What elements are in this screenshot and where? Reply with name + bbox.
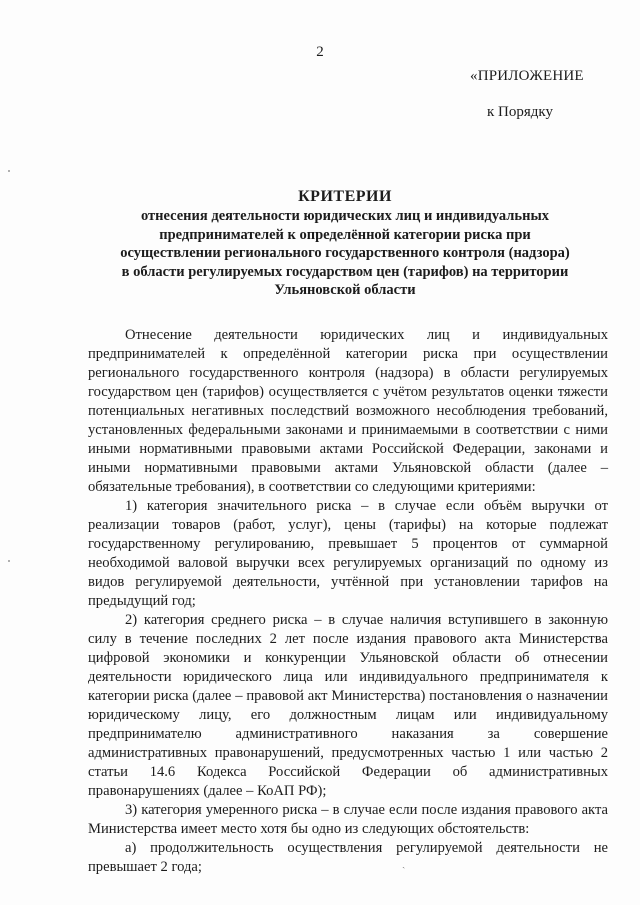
scan-artifact-mark: [8, 170, 10, 172]
body-paragraph-intro: Отнесение деятельности юридических лиц и индивидуальных предпринимателей к определённой категории риска при осуществлении регионального государственного контроля (надзора) в области регулируемых государством цен (тарифов) осуществляется с учётом результатов оценки тяжести потенциальных негативных последствий возможного несоблюдения требований, установленных федеральными законами и принимаемыми в соответствии с ними иными нормативными правовыми актами Российской Федерации, законами и иными нормативными правовыми актами Ульяновской области (далее – обязательные требования), в соответствии со следующими критериями:: [88, 327, 608, 495]
annex-title: «ПРИЛОЖЕНИЕ: [470, 68, 584, 84]
document-heading: КРИТЕРИИ: [298, 188, 392, 205]
body-paragraph-criterion-1: 1) категория значительного риска – в случае если объём выручки от реализации товаров (работ, услуг), цены (тарифы) на которые подлежат государственному регулированию, превышает 5 процентов от суммарной необходимой валовой выручки всех регулируемых организаций по одному из видов регулируемой деятельности, учтённой при установлении тарифов на предыдущий год;: [88, 498, 608, 609]
body-paragraph-sub-a: а) продолжительность осуществления регулируемой деятельности не превышает 2 года;: [88, 840, 608, 875]
page-number: 2: [316, 44, 324, 60]
annex-subtitle: к Порядку: [487, 104, 553, 120]
document-body: [88, 326, 608, 877]
scan-artifact-mark: [8, 560, 10, 562]
body-paragraph-criterion-3: 3) категория умеренного риска – в случае если после издания правового акта Министерства имеет место хотя бы одно из следующих обстоятельств:: [88, 802, 608, 837]
scan-artifact-speck: ˎ: [402, 858, 406, 869]
document-subtitle: отнесения деятельности юридических лиц и индивидуальных предпринимателей к определённой категории риска при осуществлении регионального государственного контроля (надзора) в области регулируемых государством цен (тарифов) на территории Ульяновской области: [120, 208, 570, 298]
body-paragraph-criterion-2: 2) категория среднего риска – в случае наличия вступившего в законную силу в течение последних 2 лет после издания правового акта Министерства цифровой экономики и конкуренции Ульяновской области об отнесении деятельности юридического лица или индивидуального предпринимателя к категории риска (далее – правовой акт Министерства) постановления о назначении юридическому лицу, его должностным лицам или индивидуальному предпринимателю административного наказания за совершение административных правонарушений, предусмотренных частью 1 или частью 2 статьи 14.6 Кодекса Российской Федерации об административных правонарушениях (далее – КоАП РФ);: [88, 612, 608, 799]
